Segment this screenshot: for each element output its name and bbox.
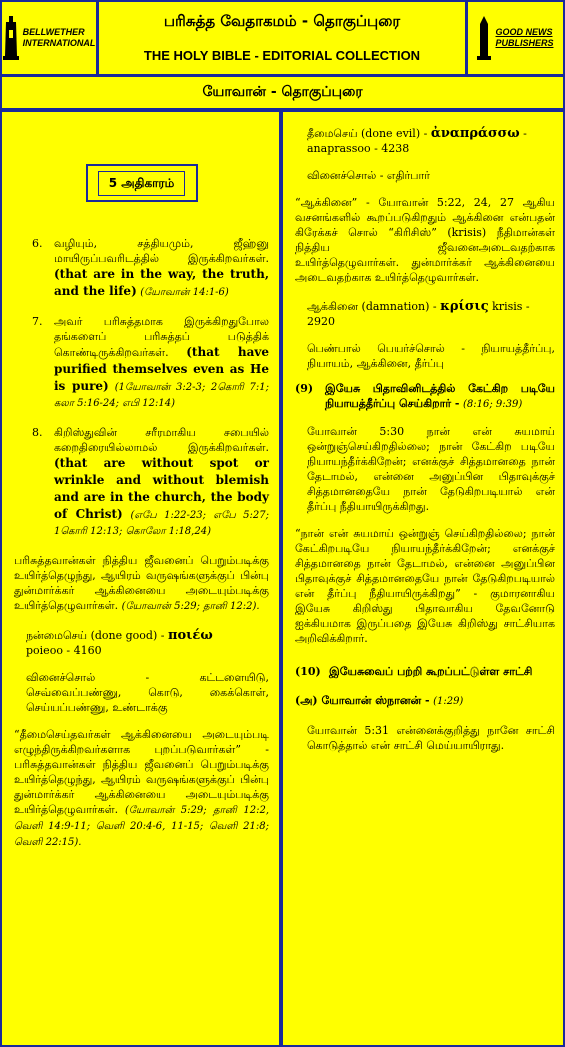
transliteration: - anaprassoo - 4238 bbox=[307, 127, 527, 155]
greek-word: ποιέω bbox=[167, 628, 213, 643]
word-label: தீமைசெய் (done evil) - bbox=[307, 127, 428, 140]
logo-left-line1: BELLWETHER bbox=[22, 27, 85, 37]
section-number: (9) bbox=[295, 382, 314, 395]
section-heading bbox=[295, 664, 555, 679]
tower-icon bbox=[477, 16, 491, 60]
item-reference: (யோவான் 14:1-6) bbox=[140, 287, 229, 298]
item-english: (that have purified themselves even as He is pure) bbox=[54, 345, 269, 393]
greek-word: ἀναπράσσω bbox=[430, 126, 520, 141]
item-english: (that are without spot or wrinkle and without blemish and are in the church, the body of Christ) bbox=[54, 456, 269, 521]
paragraph-text: “தீமைசெய்தவர்கள் ஆக்கினையை அடையும்படி எழுந்திருக்கிறவர்களாக புறப்படுவார்கள்” - பரிசுத்தவான்கள் நித்திய ஜீவனைப் பெறும்படிக்கு உயிர்த்தெழுந்து, ஆயிரம் வருஷங்களுக்குப் பின்பு துன்மார்க்கர் ஆக்கினையை அடையும்படிக்கு உயிர்த்தெழுவார்கள். bbox=[14, 728, 269, 816]
item-tamil: கிறிஸ்துவின் சரீரமாகிய சபையில் கறைதிரையில்லாமல் இருக்கிறவர்கள். bbox=[54, 426, 269, 454]
paragraph-reference: (யோவான் 5:29; தானி 12:2). bbox=[121, 601, 260, 612]
section-heading bbox=[295, 381, 555, 412]
section-number: (10) bbox=[295, 665, 321, 678]
chapter-box bbox=[86, 164, 198, 202]
word-entry bbox=[295, 299, 555, 329]
subtitle: யோவான் - தொகுப்புரை bbox=[2, 77, 563, 108]
greek-word: κρίσις bbox=[440, 299, 489, 314]
subsection-title: (அ) யோவான் ஸ்நானன் - bbox=[295, 694, 430, 707]
left-column bbox=[2, 112, 279, 1045]
word-entry bbox=[14, 628, 269, 658]
list-item bbox=[14, 425, 269, 539]
item-tamil: அவர் பரிசுத்தமாக இருக்கிறதுபோல தங்களைப் பரிசுத்தப் படுத்திக் கொண்டிருக்கிறவர்கள். bbox=[54, 315, 269, 359]
section-reference: (8:16; 9:39) bbox=[462, 399, 523, 410]
title-english: THE HOLY BIBLE - EDITORIAL COLLECTION bbox=[143, 48, 421, 63]
paragraph: “ஆக்கினை” - யோவான் 5:22, 24, 27 ஆகிய வசனங்களில் கூறப்படுகிறதும் ஆக்கினை என்பதன் கிரேக்கச் சொல் “கிரிசிஸ்” (krisis) நீதிமான்கள் நித்திய ஜீவனைஅடைவதற்காக உயிர்த்தெழுவார்கள். துன்மார்க்கர் ஆக்கினையை அடைவதற்காக உயிர்த்தெழுவார்கள். bbox=[295, 196, 555, 284]
section-title: இயேசுவைப் பற்றி கூறப்பட்டுள்ள சாட்சி bbox=[329, 665, 533, 678]
paragraph-reference: (யோவான் 5:29; தானி 12:2, வெளி 14:9-11; வெளி 20:4-6, 11-15; வெளி 21:8; வெளி 22:15). bbox=[14, 805, 269, 848]
paragraph: யோவான் 5:30 நான் என் சுயமாய் ஒன்றுஞ்செய்கிறதில்லை; நான் கேட்கிற படியே நியாயந்தீர்க்கிறேன்; எனக்குச் சித்தமானதை நான் தேடாமல், என்னை அனுப்பின பிதாவுக்குச் சித்தமானதையே நான் தேடுகிறபடியால் என் தீர்ப்பு நீதியாயிருக்கிறது. bbox=[307, 425, 555, 513]
subsection-heading bbox=[295, 693, 555, 709]
paragraph bbox=[14, 727, 269, 850]
item-reference: (1யோவான் 3:2-3; 2கொரி 7:1; கலா 5:16-24; எபி 12:14) bbox=[54, 382, 269, 409]
noun-definition: பெண்பால் பெயர்ச்சொல் - நியாயத்தீர்ப்பு, நியாயம், ஆக்கினை, தீர்ப்பு bbox=[307, 342, 555, 370]
subsection-reference: (1:29) bbox=[433, 696, 464, 707]
logo-left bbox=[2, 2, 96, 74]
paragraph: யோவான் 5:31 என்னைக்குறித்து நானே சாட்சி கொடுத்தால் என் சாட்சி மெய்யாயிராது. bbox=[307, 724, 555, 752]
paragraph bbox=[14, 553, 269, 614]
paragraph-text: பரிசுத்தவான்கள் நித்திய ஜீவனைப் பெறும்படிக்கு உயிர்த்தெழுந்து, ஆயிரம் வருஷங்களுக்குப் பின்பு துன்மார்க்கர் ஆக்கினையை அடையும்படிக்கு உயிர்த்தெழுவார்கள். bbox=[14, 554, 269, 612]
right-column bbox=[283, 112, 563, 1045]
verb-definition: வினைச்சொல் - எதிர்பார் bbox=[307, 169, 430, 182]
item-english: (that are in the way, the truth, and the life) bbox=[54, 267, 269, 298]
logo-right-line2: PUBLISHERS bbox=[495, 38, 554, 48]
item-reference: (எபே 1:22-23; எபே 5:27; 1கொரி 12:13; கொலோ 1:18,24) bbox=[54, 510, 269, 537]
word-label: ஆக்கினை (damnation) - bbox=[307, 300, 437, 313]
logo-right-line1: GOOD NEWS bbox=[495, 27, 553, 37]
word-entry bbox=[295, 126, 555, 156]
section-title: இயேசு பிதாவினிடத்தில் கேட்கிற படியே நியாயத்தீர்ப்பு செய்கிறார் - bbox=[325, 382, 555, 410]
item-number: 7. bbox=[32, 315, 43, 328]
item-number: 8. bbox=[32, 426, 43, 439]
word-label: நன்மைசெய் (done good) - bbox=[26, 629, 165, 642]
paragraph: “நான் என் சுயமாய் ஒன்றுஞ் செய்கிறதில்லை; நான் கேட்கிறபடியே நியாயந்தீர்க்கிறேன்; எனக்குச் சித்தமானதை நான் தேடாமல், என்னை அனுப்பின பிதாவுக்குச் சித்தமானதையே நான் தேடுகிறபடியால் என் தீர்ப்பு நீதியாயிருக்கிறது” - குமாரனாகிய இயேசு கிறிஸ்து பிதாவாகிய தேவனோடு ஐக்கியமாக இருப்பதை இயேசு கிறிஸ்து சாட்சியாக அறிவிக்கிறார். bbox=[295, 527, 555, 645]
item-tamil: வழியும், சத்தியமும், ஜீஹ்னு மாயிருப்பவரிடத்தில் இருக்கிறவர்கள். bbox=[54, 237, 269, 265]
bell-tower-icon bbox=[3, 16, 19, 60]
header-title-box bbox=[99, 2, 465, 74]
item-number: 6. bbox=[32, 237, 43, 250]
verb-definition: வினைச்சொல் - கட்டளையிடு, செவ்வைப்பண்ணு, கொடு, கைக்கொள், செய்யப்பண்ணு, உண்டாக்கு bbox=[26, 671, 269, 714]
logo-right bbox=[468, 2, 563, 74]
transliteration: poieoo - 4160 bbox=[26, 644, 102, 657]
title-tamil: பரிசுத்த வேதாகமம் - தொகுப்புரை bbox=[163, 12, 401, 30]
list-item bbox=[14, 236, 269, 300]
transliteration: krisis - 2920 bbox=[307, 300, 530, 328]
chapter-heading: 5 அதிகாரம் bbox=[98, 171, 186, 196]
list-item bbox=[14, 314, 269, 411]
logo-left-line2: INTERNATIONAL bbox=[22, 38, 96, 48]
